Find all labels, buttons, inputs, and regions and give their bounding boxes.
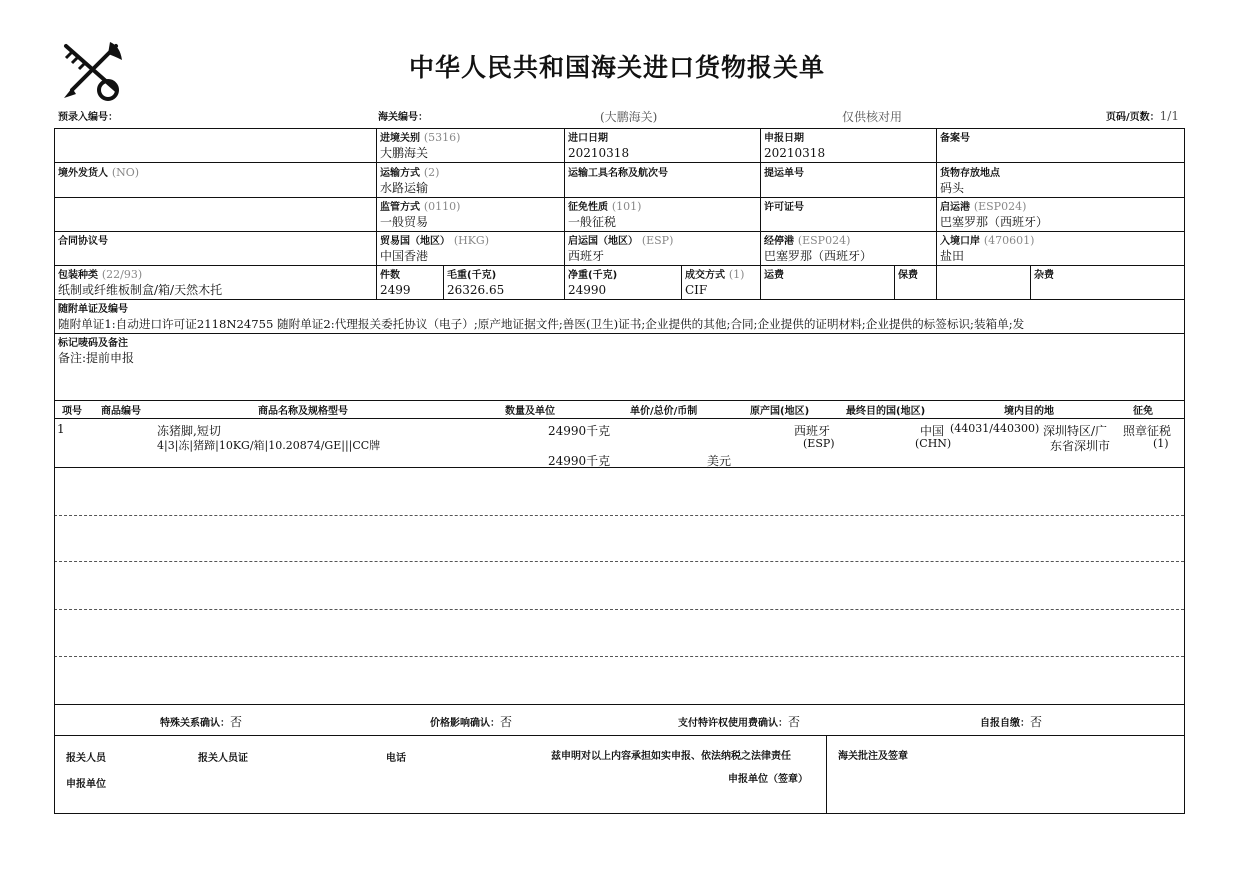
entry-customs-cell: 进境关别 (5316) 大鹏海关: [380, 131, 461, 160]
deal-mode-cell: 成交方式 (1) CIF: [685, 268, 745, 297]
goods-col-price: 单价/总价/币制: [630, 406, 698, 417]
declare-unit-label: 申报单位: [66, 779, 106, 790]
goods-col-dest: 最终目的国(地区): [846, 406, 926, 417]
customs-no: 海关编号：: [378, 112, 428, 123]
goods-col-qty: 数量及单位: [505, 406, 555, 417]
page-number: 页码/页数：1/1: [1106, 109, 1179, 123]
goods-name: 冻猪脚,短切: [157, 424, 221, 438]
tax-nature-cell: 征免性质 (101) 一般征税: [568, 200, 642, 229]
depart-port-cell: 启运港 (ESP024) 巴塞罗那（西班牙）: [940, 200, 1049, 229]
self-pay-confirm: 自报自缴：否: [980, 715, 1043, 729]
goods-tax-code: (1): [1153, 437, 1169, 450]
customs-note-label: 海关批注及签章: [838, 751, 908, 762]
goods-qty-2: 24990千克: [548, 454, 611, 468]
documents-cell: 随附单证及编号 随附单证1:自动进口许可证2118N24755 随附单证2:代理报关委托协议（电子）;原产地证据文件;兽医(卫生)证书;企业提供的其他;合同;企业提供的证明材料;企业提供的标签标识;装箱单;发: [58, 304, 1025, 331]
vessel-cell: 运输工具名称及航次号: [568, 168, 668, 179]
customs-emblem-icon: [58, 38, 126, 104]
goods-item-no: 1: [57, 422, 65, 436]
goods-domestic-code: (44031/440300): [950, 422, 1040, 435]
goods-col-name: 商品名称及规格型号: [258, 406, 348, 417]
insurance-cell: 保费: [898, 270, 918, 281]
net-weight-cell: 净重(千克) 24990: [568, 270, 618, 297]
pre-entry-no: 预录入编号：: [58, 112, 118, 123]
goods-domestic-2: 东省深圳市: [1050, 439, 1111, 453]
goods-origin: 西班牙: [794, 424, 831, 438]
goods-col-code: 商品编号: [101, 406, 141, 417]
declarant-cert-label: 报关人员证: [198, 753, 248, 764]
transit-port-cell: 经停港 (ESP024) 巴塞罗那（西班牙）: [764, 234, 873, 263]
consignor-cell: 境外发货人 (NO): [58, 166, 140, 179]
goods-tax: 照章征税: [1123, 424, 1172, 438]
goods-origin-code: (ESP): [803, 437, 835, 450]
contract-cell: 合同协议号: [58, 236, 108, 247]
goods-currency: 美元: [707, 454, 732, 468]
phone-label: 电话: [386, 753, 406, 764]
package-cell: 包装种类 (22/93) 纸制或纤维板制盒/箱/天然木托: [58, 268, 223, 297]
form-title: 中华人民共和国海关进口货物报关单: [408, 53, 825, 82]
storage-place-cell: 货物存放地点 码头: [940, 168, 1000, 195]
import-date-cell: 进口日期 20210318: [568, 133, 630, 160]
goods-dest: 中国: [920, 424, 945, 438]
form-grid: [54, 128, 1184, 814]
goods-col-item: 项号: [62, 406, 82, 417]
pieces-cell: 件数 2499: [380, 270, 411, 297]
goods-qty-1: 24990千克: [548, 424, 611, 438]
freight-cell: 运费: [764, 270, 784, 281]
royalty-confirm: 支付特许权使用费确认：否: [678, 715, 801, 729]
declarant-label: 报关人员: [66, 753, 106, 764]
entry-port-cell: 入境口岸 (470601) 盐田: [940, 234, 1035, 263]
misc-fee-cell: 杂费: [1034, 270, 1054, 281]
goods-domestic-1: 深圳特区/广: [1043, 424, 1108, 438]
license-cell: 许可证号: [764, 202, 804, 213]
supervision-cell: 监管方式 (0110) 一般贸易: [380, 200, 461, 229]
gross-weight-cell: 毛重(千克) 26326.65: [447, 270, 505, 297]
transport-mode-cell: 运输方式 (2) 水路运输: [380, 166, 440, 195]
declare-date-cell: 申报日期 20210318: [764, 133, 826, 160]
goods-spec: 4|3|冻|猪蹄|10KG/箱|10.20874/GE|||CC牌: [157, 439, 381, 452]
trade-country-cell: 贸易国（地区） (HKG) 中国香港: [380, 234, 490, 263]
declaration-statement: 兹申明对以上内容承担如实申报、依法纳税之法律责任: [551, 751, 791, 762]
record-no-cell: 备案号: [940, 133, 970, 144]
goods-dest-code: (CHN): [915, 437, 952, 450]
depart-country-cell: 启运国（地区） (ESP) 西班牙: [568, 234, 674, 263]
declare-unit-seal-label: 申报单位（签章）: [728, 774, 808, 785]
goods-col-domestic: 境内目的地: [1004, 406, 1054, 417]
bill-no-cell: 提运单号: [764, 168, 804, 179]
price-impact-confirm: 价格影响确认：否: [430, 715, 513, 729]
special-relation-confirm: 特殊关系确认：否: [160, 715, 243, 729]
goods-col-origin: 原产国(地区): [750, 406, 810, 417]
verify-only-note: 仅供核对用: [842, 110, 903, 124]
marks-remarks-cell: 标记唛码及备注 备注:提前申报: [58, 338, 135, 365]
goods-col-tax: 征免: [1133, 406, 1153, 417]
customs-name: (大鹏海关): [600, 110, 658, 124]
